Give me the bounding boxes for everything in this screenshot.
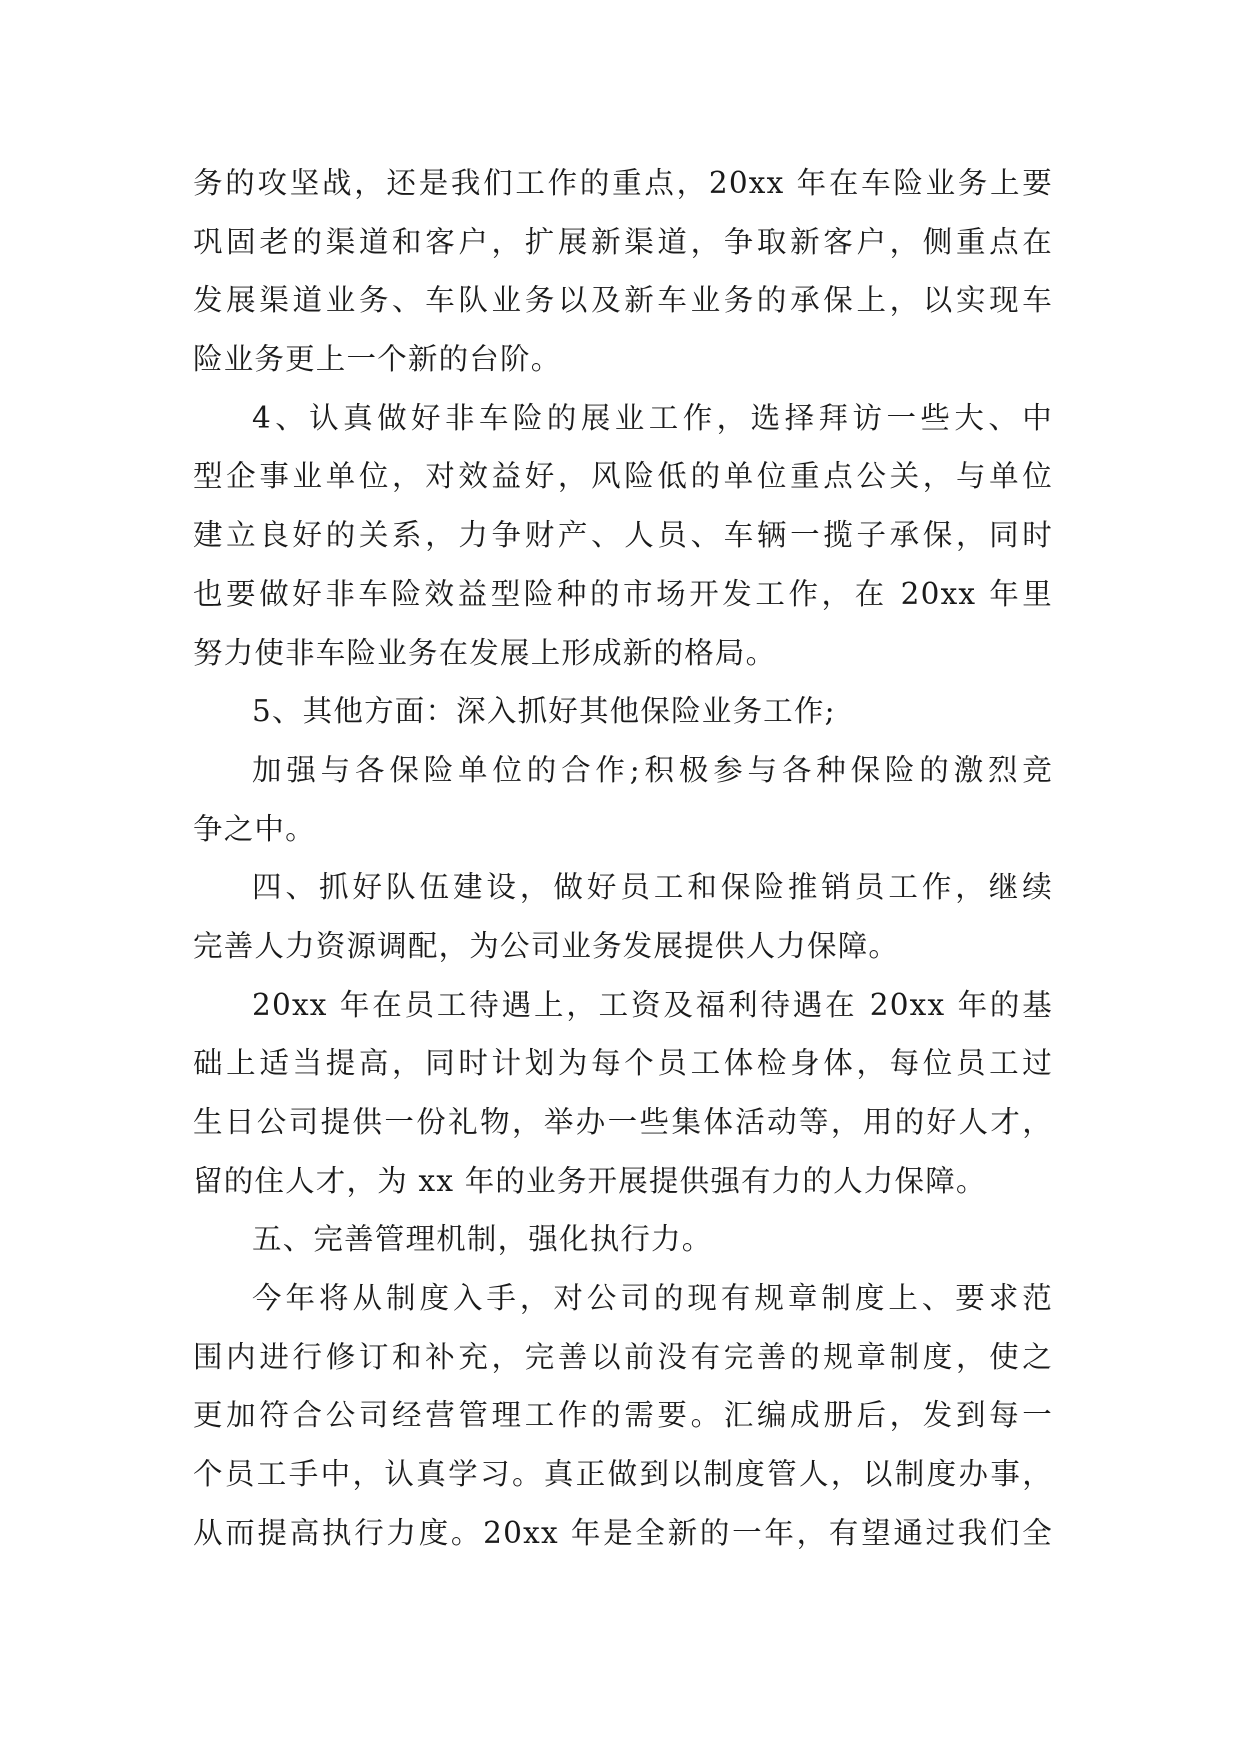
text-line: 5、其他方面：深入抓好其他保险业务工作; [252,694,836,729]
text-line: 完善人力资源调配，为公司业务发展提供人力保障。 [193,928,900,963]
text-line: 今年将从制度入手，对公司的现有规章制度上、要求范 [252,1281,1053,1316]
text-line: 从而提高执行力度。20xx 年是全新的一年，有望通过我们全 [193,1515,1053,1550]
text-line: 险业务更上一个新的台阶。 [193,342,562,377]
text-line: 20xx 年在员工待遇上，工资及福利待遇在 20xx 年的基 [252,987,1053,1022]
text-line: 也要做好非车险效益型险种的市场开发工作，在 20xx 年里 [193,576,1053,611]
text-line: 础上适当提高，同时计划为每个员工体检身体，每位员工过 [193,1046,1053,1081]
text-line: 生日公司提供一份礼物，举办一些集体活动等，用的好人才， [193,1105,1053,1139]
text-line: 围内进行修订和补充，完善以前没有完善的规章制度，使之 [193,1339,1053,1374]
text-line: 4、认真做好非车险的展业工作，选择拜访一些大、中 [252,400,1053,435]
text-line: 巩固老的渠道和客户，扩展新渠道，争取新客户，侧重点在 [193,224,1053,259]
text-line: 加强与各保险单位的合作;积极参与各种保险的激烈竞 [252,752,1053,787]
text-line: 留的住人才，为 xx 年的业务开展提供强有力的人力保障。 [193,1163,987,1198]
document-body [193,154,1053,1563]
text-line: 务的攻坚战，还是我们工作的重点，20xx 年在车险业务上要 [193,166,1053,200]
text-line: 争之中。 [193,811,316,846]
text-line: 努力使非车险业务在发展上形成新的格局。 [193,635,777,670]
text-line: 更加符合公司经营管理工作的需要。汇编成册后，发到每一 [193,1398,1053,1433]
text-line: 型企事业单位，对效益好，风险低的单位重点公关，与单位 [193,459,1053,494]
text-line: 发展渠道业务、车队业务以及新车业务的承保上，以实现车 [193,283,1053,318]
text-line: 四、抓好队伍建设，做好员工和保险推销员工作，继续 [252,870,1053,905]
text-line: 建立良好的关系，力争财产、人员、车辆一揽子承保，同时 [193,518,1053,553]
text-line: 五、完善管理机制，强化执行力。 [252,1222,713,1257]
text-line: 个员工手中，认真学习。真正做到以制度管人，以制度办事， [193,1457,1053,1492]
